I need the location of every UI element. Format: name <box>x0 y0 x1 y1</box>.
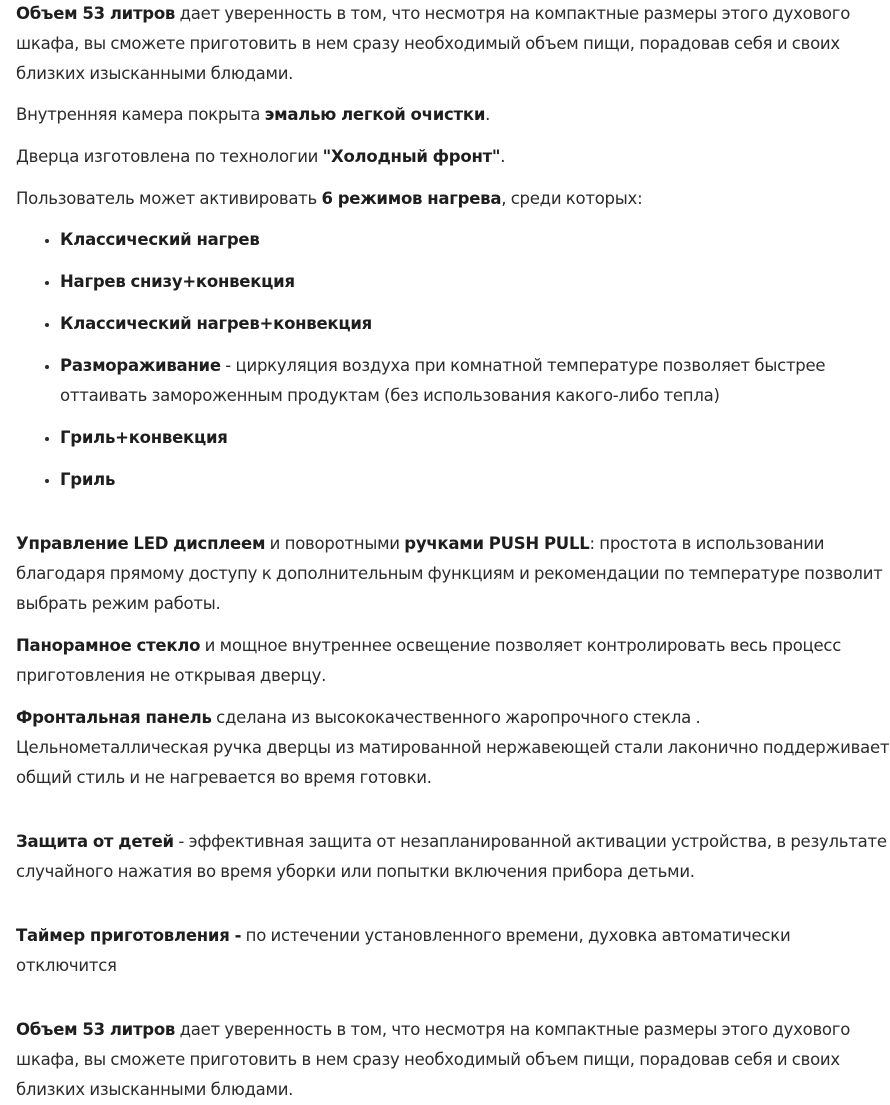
mode-bold: Классический нагрев <box>60 230 260 249</box>
paragraph-volume-top <box>16 0 890 89</box>
list-item <box>60 351 890 411</box>
mode-bold: Размораживание <box>60 356 221 375</box>
child-lock-text: - эффективная защита от незапланированной активации устройства, в результате случайного нажатия во время уборки или попытки включения прибора детьми. <box>16 832 887 881</box>
paragraph-control <box>16 529 890 619</box>
volume-top-text: дает уверенность в том, что несмотря на компактные размеры этого духового шкафа, вы сможете приготовить в нем сразу необходимый объем пищи, порадовав себя и своих близких изысканными блюдами. <box>16 4 851 83</box>
panel-text: сделана из высококачественного жаропрочного стекла . Цельнометаллическая ручка дверцы из матированной нержавеющей стали лаконично поддерживает общий стиль и не нагревается во время готовки. <box>16 708 890 787</box>
control-bold-led: Управление LED дисплеем <box>16 534 266 553</box>
list-item <box>60 225 890 255</box>
door-post: . <box>500 147 506 166</box>
enamel-post: . <box>485 105 491 124</box>
paragraph-enamel <box>16 100 890 130</box>
glass-bold: Панорамное стекло <box>16 636 201 655</box>
panel-bold: Фронтальная панель <box>16 708 212 727</box>
paragraph-child-lock <box>16 827 890 887</box>
mode-bold: Классический нагрев+конвекция <box>60 314 373 333</box>
modes-intro-pre: Пользователь может активировать <box>16 189 322 208</box>
volume-bottom-text: дает уверенность в том, что несмотря на компактные размеры этого духового шкафа, вы сможете приготовить в нем сразу необходимый объем пищи, порадовав себя и своих близких изысканными блюдами. <box>16 1020 851 1099</box>
timer-text: по истечении установленного времени, духовка автоматически отключится <box>16 926 791 975</box>
list-item <box>60 309 890 339</box>
heating-modes-list <box>16 225 890 495</box>
control-bold-push-pull: ручками PUSH PULL <box>404 534 590 553</box>
mode-text: - циркуляция воздуха при комнатной температуре позволяет быстрее оттаивать замороженным продуктам (без использования какого-либо тепла) <box>60 356 826 405</box>
modes-intro-post: , среди которых: <box>501 189 643 208</box>
paragraph-modes-intro <box>16 184 890 214</box>
control-post: : простота в использовании благодаря прямому доступу к дополнительным функциям и рекомендации по температуре позволит выбрать режим работы. <box>16 534 883 613</box>
timer-bold: Таймер приготовления - <box>16 926 242 945</box>
list-item <box>60 267 890 297</box>
modes-intro-bold: 6 режимов нагрева <box>321 189 502 208</box>
paragraph-timer <box>16 921 890 981</box>
paragraph-glass <box>16 631 890 691</box>
volume-top-bold: Объем 53 литров <box>16 4 176 23</box>
child-lock-bold: Защита от детей <box>16 832 174 851</box>
paragraph-volume-bottom <box>16 1015 890 1105</box>
paragraph-panel <box>16 703 890 793</box>
enamel-pre: Внутренняя камера покрыта <box>16 105 265 124</box>
mode-bold: Нагрев снизу+конвекция <box>60 272 295 291</box>
door-bold: "Холодный фронт" <box>322 147 501 166</box>
control-mid: и поворотными <box>265 534 405 553</box>
paragraph-door <box>16 142 890 172</box>
glass-text: и мощное внутреннее освещение позволяет контролировать весь процесс приготовления не открывая дверцу. <box>16 636 842 685</box>
door-pre: Дверца изготовлена по технологии <box>16 147 323 166</box>
volume-bottom-bold: Объем 53 литров <box>16 1020 176 1039</box>
list-item <box>60 465 890 495</box>
mode-bold: Гриль <box>60 470 116 489</box>
list-item <box>60 423 890 453</box>
mode-bold: Гриль+конвекция <box>60 428 228 447</box>
enamel-bold: эмалью легкой очистки <box>264 105 486 124</box>
